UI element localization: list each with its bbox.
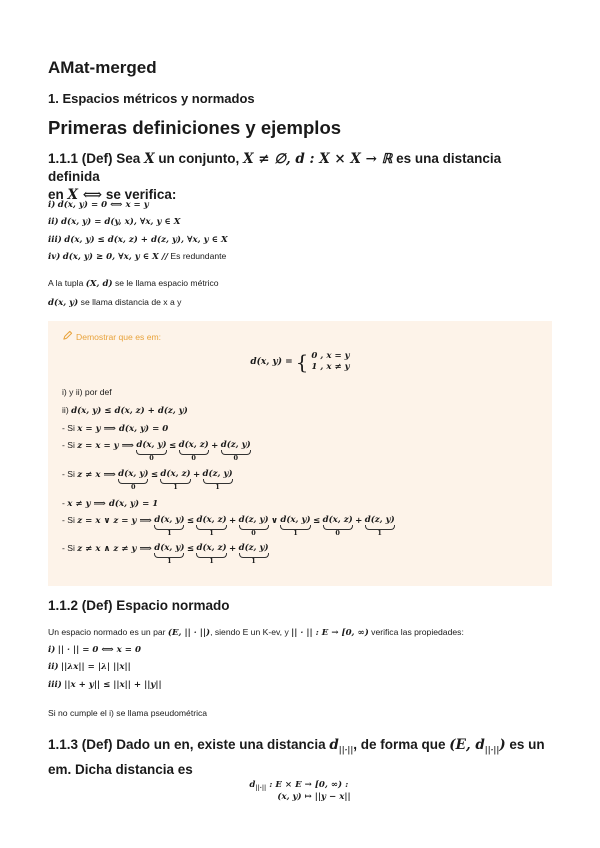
axiom-item bbox=[48, 231, 228, 248]
proof-math: z = x ∨ z = y ⟹ bbox=[77, 516, 152, 526]
proof-line bbox=[62, 543, 269, 565]
intro-text: , siendo E un K-ev, y bbox=[210, 627, 289, 637]
operator: + bbox=[228, 516, 237, 526]
proof-text: ii) bbox=[62, 405, 69, 415]
brace-symbol: { bbox=[295, 350, 309, 374]
heading-text: em. Dicha distancia es bbox=[48, 761, 193, 777]
proof-text: - bbox=[62, 498, 65, 508]
heading-math: (E, $d_{||\cdot||}$) bbox=[449, 737, 506, 755]
property-math: ||λx|| = |λ| ||x|| bbox=[61, 662, 131, 673]
proof-text: - Si bbox=[62, 469, 75, 479]
note-text: se llama distancia de x a y bbox=[80, 297, 182, 307]
callout-label bbox=[62, 330, 161, 343]
axiom-item bbox=[48, 213, 228, 230]
operator: ≤ bbox=[312, 516, 321, 526]
property-label: iii) bbox=[48, 679, 62, 690]
axiom-math: d(x, y) = d(y, x), ∀x, y ∈ X bbox=[61, 217, 181, 228]
heading-text: , de forma que bbox=[353, 737, 446, 752]
distance-formula bbox=[48, 780, 552, 802]
heading-text: 1.1.1 (Def) Sea bbox=[48, 151, 141, 166]
intro-text: verifica las propiedades: bbox=[371, 627, 464, 637]
operator: ≤ bbox=[150, 470, 159, 480]
underbrace-term: d(x, z) 0 bbox=[178, 440, 209, 462]
chapter-heading: 1. Espacios métricos y normados bbox=[48, 91, 255, 106]
callout-label-text: Demostrar que es em: bbox=[76, 331, 162, 342]
proof-text: - Si bbox=[62, 440, 75, 450]
distance-note bbox=[48, 294, 181, 312]
cases-lhs: d(x, y) = bbox=[250, 357, 293, 367]
metric-space-note bbox=[48, 275, 219, 293]
norm-property bbox=[48, 641, 162, 658]
underbrace-term: d(z, y) 1 bbox=[364, 515, 395, 537]
norm-property bbox=[48, 676, 162, 693]
axiom-list bbox=[48, 196, 228, 266]
heading-math: $d_{||\cdot||}$ bbox=[329, 737, 354, 755]
proof-line bbox=[62, 498, 158, 509]
proof-math: x = y ⟹ d(x, y) = 0 bbox=[77, 424, 169, 434]
exercise-callout bbox=[48, 321, 552, 586]
proof-text: i) y ii) por def bbox=[62, 387, 112, 397]
axiom-item bbox=[48, 196, 228, 213]
underbrace-term: d(x, y) 0 bbox=[136, 440, 167, 462]
underbrace-term: d(x, y) 0 bbox=[118, 469, 149, 491]
underbrace-term: d(x, z) 0 bbox=[322, 515, 353, 537]
property-math: || · || = 0 ⟺ x = 0 bbox=[57, 645, 141, 655]
proof-math: z ≠ x ∧ z ≠ y ⟹ bbox=[77, 544, 152, 554]
underbrace-term: d(z, y) 1 bbox=[238, 543, 269, 565]
pseudometric-note: Si no cumple el i) se llama pseudométrica bbox=[48, 708, 208, 718]
proof-line bbox=[62, 387, 112, 397]
intro-math: || · || : E → [0, ∞) bbox=[291, 628, 369, 638]
heading-math: X bbox=[144, 151, 155, 167]
case-row: 0 , x = y bbox=[311, 351, 350, 361]
proof-line bbox=[62, 405, 188, 416]
underbrace-term: d(x, z) 1 bbox=[160, 469, 191, 491]
norm-property bbox=[48, 658, 162, 675]
property-label: i) bbox=[48, 645, 56, 655]
formula-line: $d_{||\cdot||}$ : E × E → [0, ∞) : bbox=[249, 780, 349, 792]
heading-math: X ≠ ∅, d : X × X → ℝ bbox=[243, 151, 393, 167]
heading-text: es una distancia definida bbox=[48, 151, 502, 184]
heading-text: se verifica: bbox=[105, 187, 177, 202]
case-row: 1 , x ≠ y bbox=[311, 362, 350, 372]
note-math: d(x, y) bbox=[48, 298, 79, 308]
normed-space-intro bbox=[48, 624, 464, 642]
definition-1-1-3-heading bbox=[48, 735, 558, 779]
underbrace-term: d(x, z) 1 bbox=[196, 515, 227, 537]
axiom-label: iv) bbox=[48, 252, 61, 263]
property-label: ii) bbox=[48, 662, 59, 673]
proof-math: d(x, y) ≤ d(x, z) + d(z, y) bbox=[71, 406, 188, 416]
operator: + bbox=[355, 516, 363, 526]
document-title: AMat-merged bbox=[48, 58, 157, 77]
axiom-math: d(x, y) ≤ d(x, z) + d(z, y), ∀x, y ∈ X bbox=[64, 234, 228, 245]
proof-math: z ≠ x ⟹ bbox=[77, 470, 116, 480]
piecewise-definition bbox=[48, 351, 552, 373]
proof-line bbox=[62, 423, 168, 434]
proof-line bbox=[62, 515, 395, 537]
proof-math: z = x = y ⟹ bbox=[77, 441, 134, 451]
underbrace-term: d(z, y) 0 bbox=[238, 515, 269, 537]
underbrace-term: d(z, y) 1 bbox=[202, 469, 233, 491]
underbrace-term: d(z, y) 0 bbox=[220, 440, 251, 462]
proof-line bbox=[62, 469, 233, 491]
axiom-label: i) bbox=[48, 200, 56, 210]
heading-math: X ⟺ bbox=[67, 187, 103, 203]
property-math: ||x + y|| ≤ ||x|| + ||y|| bbox=[64, 679, 162, 690]
proof-text: - Si bbox=[62, 423, 75, 433]
operator: + bbox=[211, 441, 219, 451]
axiom-math: d(x, y) = 0 ⟺ x = y bbox=[57, 200, 149, 210]
operator: ∨ bbox=[270, 516, 278, 526]
proof-math: x ≠ y ⟹ d(x, y) = 1 bbox=[67, 499, 159, 509]
heading-text: en bbox=[48, 187, 64, 202]
note-math: (X, d) bbox=[85, 279, 113, 289]
underbrace-term: d(x, y) 1 bbox=[154, 543, 185, 565]
proof-text: - Si bbox=[62, 515, 75, 525]
operator: ≤ bbox=[186, 544, 195, 554]
note-text: se le llama espacio métrico bbox=[114, 278, 219, 288]
underbrace-term: d(x, z) 1 bbox=[196, 543, 227, 565]
formula-line: (x, y) ↦ ||y − x|| bbox=[277, 791, 351, 802]
axiom-math: d(x, y) ≥ 0, ∀x, y ∈ X // bbox=[62, 252, 169, 263]
heading-text: un conjunto, bbox=[158, 151, 240, 166]
heading-text: es un bbox=[509, 737, 545, 752]
intro-math: (E, || · ||) bbox=[167, 628, 211, 638]
operator: ≤ bbox=[186, 516, 195, 526]
operator: + bbox=[228, 544, 237, 554]
axiom-label: ii) bbox=[48, 217, 59, 228]
pencil-icon bbox=[62, 330, 73, 343]
intro-text: Un espacio normado es un par bbox=[48, 627, 166, 637]
proof-text: - Si bbox=[62, 543, 75, 553]
note-text: A la tupla bbox=[48, 278, 84, 288]
operator: ≤ bbox=[169, 441, 177, 451]
axiom-item bbox=[48, 248, 228, 265]
underbrace-term: d(x, y) 1 bbox=[280, 515, 311, 537]
axiom-label: iii) bbox=[48, 234, 62, 245]
section-heading: Primeras definiciones y ejemplos bbox=[48, 117, 342, 138]
norm-properties bbox=[48, 641, 162, 693]
underbrace-term: d(x, y) 1 bbox=[154, 515, 185, 537]
proof-line bbox=[62, 440, 251, 462]
operator: + bbox=[192, 470, 201, 480]
definition-1-1-2-heading: 1.1.2 (Def) Espacio normado bbox=[48, 598, 230, 613]
axiom-note: Es redundante bbox=[170, 251, 227, 262]
heading-text: 1.1.3 (Def) Dado un en, existe una distancia bbox=[48, 737, 326, 752]
